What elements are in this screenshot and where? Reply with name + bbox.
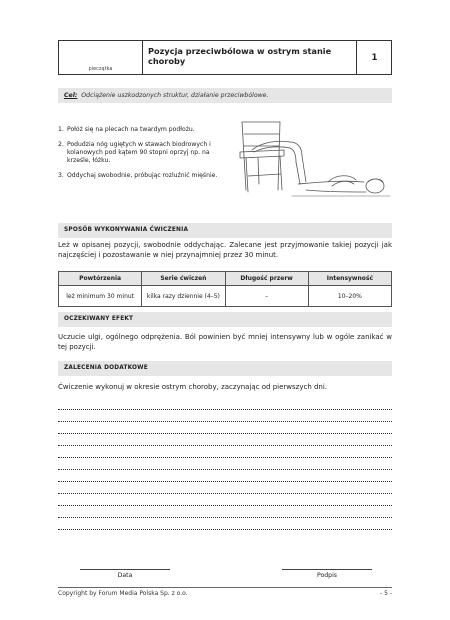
writing-line[interactable]: [58, 421, 392, 422]
recommendations-title: ZALECENIA DODATKOWE: [64, 365, 148, 371]
table-header-row: [59, 272, 392, 286]
column-header: Serie ćwiczeń: [142, 272, 225, 286]
goal-text: Odciążenie uszkodzonych struktur, działanie przeciwbólowe.: [81, 92, 269, 99]
writing-line[interactable]: [58, 529, 392, 530]
list-item: [58, 126, 228, 134]
method-text: Leż w opisanej pozycji, swobodnie oddychając. Zalecane jest przyjmowanie takiej pozycji jak najczęściej i pozostawanie w niej przynajmniej przez 30 minut.: [58, 241, 392, 259]
list-item: [58, 172, 228, 180]
exercise-number: 1: [371, 53, 378, 63]
date-line[interactable]: [80, 569, 170, 570]
table-cell: –: [225, 286, 308, 307]
writing-line[interactable]: [58, 433, 392, 434]
writing-line[interactable]: [58, 445, 392, 446]
signature-line[interactable]: [282, 569, 372, 570]
table-cell: 10–20%: [308, 286, 391, 307]
exercise-header: [58, 40, 392, 75]
writing-line[interactable]: [58, 505, 392, 506]
writing-line[interactable]: [58, 481, 392, 482]
column-header: Powtórzenia: [59, 272, 142, 286]
list-item: [58, 141, 228, 165]
stamp-cell: [59, 41, 143, 74]
effect-text: Uczucie ulgi, ogólnego odprężenia. Ból powinien być mniej intensywny lub w ogóle zanikać w tej pozycji.: [58, 333, 392, 351]
signature-label: Podpis: [316, 572, 338, 579]
exercise-title: Pozycja przeciwbólowa w ostrym stanie choroby: [143, 41, 357, 74]
writing-line[interactable]: [58, 517, 392, 518]
method-title: SPOSÓB WYKONYWANIA ĆWICZENIA: [64, 227, 189, 233]
parameters-table: [58, 271, 392, 307]
goal-label: Cel:: [64, 92, 78, 99]
method-section-bar: [58, 223, 392, 238]
writing-line[interactable]: [58, 409, 392, 410]
column-header: Intensywność: [308, 272, 391, 286]
table-cell: leż minimum 30 minut: [59, 286, 142, 307]
writing-line[interactable]: [58, 493, 392, 494]
date-label: Data: [117, 572, 133, 579]
writing-line[interactable]: [58, 457, 392, 458]
copyright-text: Copyright by Forum Media Polska Sp. z o.o.: [58, 590, 188, 597]
footer-divider: [58, 587, 392, 588]
recommendations-text: Ćwiczenie wykonuj w okresie ostrym choroby, zaczynając od pierwszych dni.: [58, 383, 328, 391]
stamp-label: pieczątka: [88, 66, 113, 72]
recommendations-section-bar: [58, 361, 392, 376]
goal-bar: [58, 88, 392, 103]
writing-line[interactable]: [58, 469, 392, 470]
step-number: 1.: [58, 126, 64, 133]
exercise-illustration: [232, 112, 392, 202]
effect-title: OCZEKIWANY EFEKT: [64, 316, 134, 322]
step-text: Podudzia nóg ugiętych w stawach biodrowych i kolanowych pod kątem 90 stopni oprzyj np. na krześle, łóżku.: [67, 141, 211, 164]
table-cell: kilka razy dziennie (4–5): [142, 286, 225, 307]
step-number: 3.: [58, 172, 64, 179]
effect-section-bar: [58, 312, 392, 327]
column-header: Długość przerw: [225, 272, 308, 286]
page-number: - 5 -: [380, 590, 392, 597]
step-text: Połóż się na plecach na twardym podłożu.: [67, 126, 195, 133]
step-text: Oddychaj swobodnie, próbując rozluźnić mięśnie.: [67, 172, 218, 179]
step-number: 2.: [58, 141, 64, 148]
table-row: [59, 286, 392, 307]
steps-list: [58, 126, 228, 187]
